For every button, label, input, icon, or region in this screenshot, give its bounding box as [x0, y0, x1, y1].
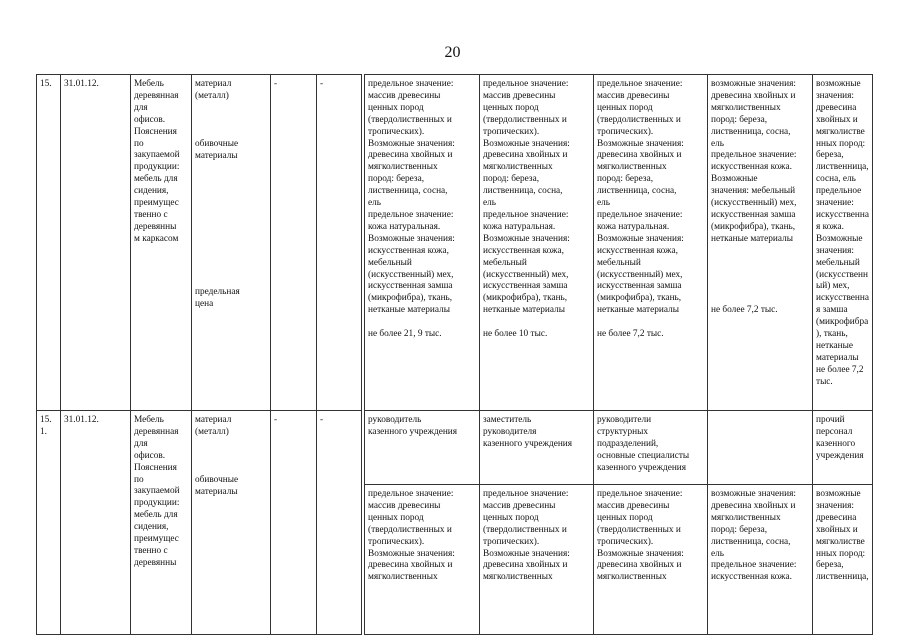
product-name: Мебель деревянная для офисов. Пояснения по закупаемой продукции: мебель для сидения, преимущес твенно с деревянны м каркасом: [131, 75, 192, 411]
page-number: 20: [444, 44, 461, 61]
row-number: 15. 1.: [37, 411, 61, 635]
row-number: 15.: [37, 75, 61, 411]
position-header: прочий персонал казенного учреждения: [813, 411, 873, 485]
dash-cell: -: [271, 411, 317, 635]
property-material: материал (металл): [195, 79, 232, 101]
position-header: руководитель казенного учреждения: [365, 411, 480, 485]
position-header: руководители структурных подразделений, основные специалисты казенного учреждения: [594, 411, 708, 485]
dash-cell: -: [317, 411, 362, 635]
okpd-code: 31.01.12.: [61, 411, 131, 635]
value-cell: предельное значение: массив древесины ценных пород (твердолиственных и тропических). Возможные значения: древесина хвойных и мягколиственных пород: береза, лиственница, сосна, ель предельное значение: кожа натуральная. Возможные значения: искусственная кожа, мебельный (искусственный) мех, искусственная замша (микрофибра), ткань, нетканые материалы не более 7,2 тыс.: [594, 75, 708, 411]
product-name: Мебель деревянная для офисов. Пояснения по закупаемой продукции: мебель для сидения, преимущес твенно с деревянны: [131, 411, 192, 635]
requirements-table: [36, 74, 873, 635]
value-cell: предельное значение: массив древесины ценных пород (твердолиственных и тропических). Возможные значения: древесина хвойных и мягколиственных: [480, 485, 594, 635]
property-names: [192, 411, 271, 635]
value-cell: предельное значение: массив древесины ценных пород (твердолиственных и тропических). Возможные значения: древесина хвойных и мягколиственных: [594, 485, 708, 635]
table-row: [37, 411, 873, 485]
value-cell: возможные значения: древесина хвойных и мягколиственных пород: береза, лиственница, сосна, ель предельное значение: искусственная кожа.: [708, 485, 813, 635]
dash-cell: -: [317, 75, 362, 411]
dash-cell: -: [271, 75, 317, 411]
okpd-code: 31.01.12.: [61, 75, 131, 411]
value-cell: возможные значения: древесина хвойных и мягколистве нных пород: берeза, лиственница, сосна, ель предельное значение: искусственна я кожа. Возможные значения: мебельный (искусственн ый) мех, искусственна я замша (микрофибра ), ткань, нетканые материалы не более 7,2 тыс.: [813, 75, 873, 411]
table-row: [37, 75, 873, 411]
position-header: заместитель руководителя казенного учреждения: [480, 411, 594, 485]
property-price: предельная цена: [195, 286, 240, 309]
property-upholstery: обивочные материалы: [195, 474, 239, 497]
property-upholstery: обивочные материалы: [195, 138, 239, 161]
value-cell: предельное значение: массив древесины ценных пород (твердолиственных и тропических). Возможные значения: древесина хвойных и мягколиственных пород: береза, лиственница, сосна, ель предельное значение: кожа натуральная. Возможные значения: искусственная кожа, мебельный (искусственный) мех, искусственная замша (микрофибра), ткань, нетканые материалы не более 10 тыс.: [480, 75, 594, 411]
value-cell: предельное значение: массив древесины ценных пород (твердолиственных и тропических). Возможные значения: древесина хвойных и мягколиственных пород: береза, лиственница, сосна, ель предельное значение: кожа натуральная. Возможные значения: искусственная кожа, мебельный (искусственный) мех, искусственная замша (микрофибра), ткань, нетканые материалы не более 21, 9 тыс.: [365, 75, 480, 411]
position-header: [708, 411, 813, 485]
property-material: материал (металл): [195, 415, 232, 437]
value-cell: возможные значения: древесина хвойных и мягколистве нных пород: берeза, лиственница,: [813, 485, 873, 635]
value-cell: предельное значение: массив древесины ценных пород (твердолиственных и тропических). Возможные значения: древесина хвойных и мягколиственных: [365, 485, 480, 635]
property-names: [192, 75, 271, 411]
value-cell: возможные значения: древесина хвойных и мягколиственных пород: береза, лиственница, сосна, ель предельное значение: искусственная кожа. Возможные значения: мебельный (искусственный) мех, искусственная замша (микрофибра), ткань, нетканые материалы не более 7,2 тыс.: [708, 75, 813, 411]
